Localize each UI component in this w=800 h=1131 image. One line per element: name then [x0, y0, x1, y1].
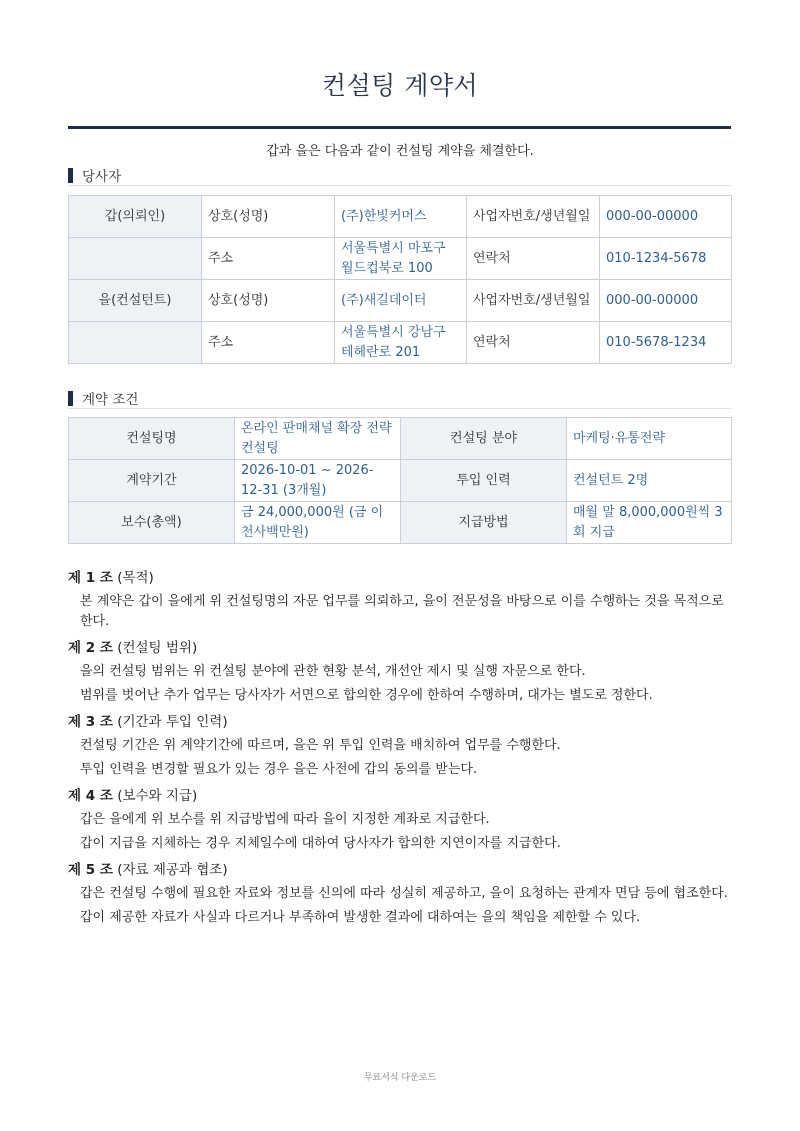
- title-divider: [68, 126, 731, 129]
- article-number: 제 3 조: [68, 714, 113, 730]
- article-paragraph: 본 계약은 갑이 을에게 위 컨설팅명의 자문 업무를 의뢰하고, 을이 전문성을 바탕으로 이를 수행하는 것을 목적으로 한다.: [80, 594, 724, 629]
- article-paragraph: 컨설팅 기간은 위 계약기간에 따르며, 을은 위 투입 인력을 배치하여 업무를 수행한다.: [80, 738, 561, 753]
- intro-text: 갑과 을은 다음과 같이 컨설팅 계약을 체결한다.: [266, 144, 534, 159]
- term-value: 온라인 판매채널 확장 전략 컨설팅: [235, 418, 401, 460]
- article-name: (기간과 투입 인력): [117, 714, 228, 730]
- section-heading-label: 당사자: [82, 169, 122, 185]
- field-value: 서울특별시 마포구 월드컵북로 100: [335, 238, 467, 280]
- document-title: 컨설팅 계약서: [321, 71, 479, 100]
- party-role-cell: [69, 238, 202, 280]
- article-paragraph: 을의 컨설팅 범위는 위 컨설팅 분야에 관한 현황 분석, 개선안 제시 및 실행 자문으로 한다.: [80, 664, 586, 679]
- footer-text: 무료서식 다운로드: [363, 1073, 437, 1083]
- field-label: 상호(성명): [202, 196, 335, 238]
- field-value: 000-00-00000: [600, 196, 732, 238]
- article-number: 제 4 조: [68, 788, 113, 804]
- party-role-cell: 을(컨설턴트): [69, 280, 202, 322]
- article-number: 제 5 조: [68, 862, 113, 878]
- article-paragraph: 갑이 제공한 자료가 사실과 다르거나 부족하여 발생한 결과에 대하여는 을의 책임을 제한할 수 있다.: [80, 910, 641, 925]
- section-heading-parties: [68, 165, 731, 186]
- term-label: 컨설팅명: [69, 418, 235, 460]
- article-3: [68, 712, 732, 780]
- article-paragraph: 범위를 벗어난 추가 업무는 당사자가 서면으로 합의한 경우에 한하여 수행하며, 대가는 별도로 정한다.: [80, 688, 653, 703]
- field-value: (주)새길데이터: [335, 280, 467, 322]
- article-name: (컨설팅 범위): [117, 640, 198, 656]
- field-value: 010-1234-5678: [600, 238, 732, 280]
- article-4: [68, 786, 732, 854]
- table-row: [69, 196, 732, 238]
- article-5: [68, 860, 732, 928]
- field-label: 사업자번호/생년월일: [467, 196, 600, 238]
- table-row: [69, 418, 732, 460]
- article-name: (보수와 지급): [117, 788, 198, 804]
- party-role-cell: 갑(의뢰인): [69, 196, 202, 238]
- article-1: [68, 568, 732, 632]
- term-value: 매월 말 8,000,000원씩 3회 지급: [567, 502, 732, 544]
- article-paragraph: 갑은 을에게 위 보수를 위 지급방법에 따라 을이 지정한 계좌로 지급한다.: [80, 812, 490, 827]
- article-title: [68, 568, 732, 588]
- article-name: (자료 제공과 협조): [117, 862, 228, 878]
- table-row: [69, 460, 732, 502]
- party-role-cell: [69, 322, 202, 364]
- term-value: 마케팅·유통전략: [567, 418, 732, 460]
- field-value: 서울특별시 강남구 테헤란로 201: [335, 322, 467, 364]
- field-label: 주소: [202, 238, 335, 280]
- article-title: [68, 860, 732, 880]
- article-number: 제 1 조: [68, 570, 113, 586]
- field-value: 000-00-00000: [600, 280, 732, 322]
- article-name: (목적): [117, 570, 154, 586]
- field-label: 연락처: [467, 238, 600, 280]
- term-value: 2026-10-01 ~ 2026-12-31 (3개월): [235, 460, 401, 502]
- term-label: 계약기간: [69, 460, 235, 502]
- term-value: 컨설턴트 2명: [567, 460, 732, 502]
- terms-table: [68, 417, 732, 544]
- section-heading-terms: [68, 388, 731, 409]
- term-label: 컨설팅 분야: [401, 418, 567, 460]
- table-row: [69, 238, 732, 280]
- field-value: (주)한빛커머스: [335, 196, 467, 238]
- article-paragraph: 투입 인력을 변경할 필요가 있는 경우 을은 사전에 갑의 동의를 받는다.: [80, 762, 478, 777]
- field-label: 상호(성명): [202, 280, 335, 322]
- field-label: 주소: [202, 322, 335, 364]
- section-heading-label: 계약 조건: [82, 392, 139, 408]
- article-title: [68, 786, 732, 806]
- article-paragraph: 갑은 컨설팅 수행에 필요한 자료와 정보를 신의에 따라 성실히 제공하고, 을이 요청하는 관계자 면담 등에 협조한다.: [80, 886, 728, 901]
- article-title: [68, 638, 732, 658]
- article-title: [68, 712, 732, 732]
- table-row: [69, 322, 732, 364]
- article-paragraph: 갑이 지급을 지체하는 경우 지체일수에 대하여 당사자가 합의한 지연이자를 지급한다.: [80, 836, 561, 851]
- article-number: 제 2 조: [68, 640, 113, 656]
- term-label: 보수(총액): [69, 502, 235, 544]
- heading-bar: [68, 168, 73, 183]
- field-value: 010-5678-1234: [600, 322, 732, 364]
- parties-table: [68, 195, 732, 364]
- field-label: 연락처: [467, 322, 600, 364]
- term-label: 지급방법: [401, 502, 567, 544]
- term-value: 금 24,000,000원 (금 이천사백만원): [235, 502, 401, 544]
- article-2: [68, 638, 732, 706]
- table-row: [69, 280, 732, 322]
- articles-section: [68, 568, 732, 934]
- field-label: 사업자번호/생년월일: [467, 280, 600, 322]
- term-label: 투입 인력: [401, 460, 567, 502]
- heading-bar: [68, 391, 73, 406]
- table-row: [69, 502, 732, 544]
